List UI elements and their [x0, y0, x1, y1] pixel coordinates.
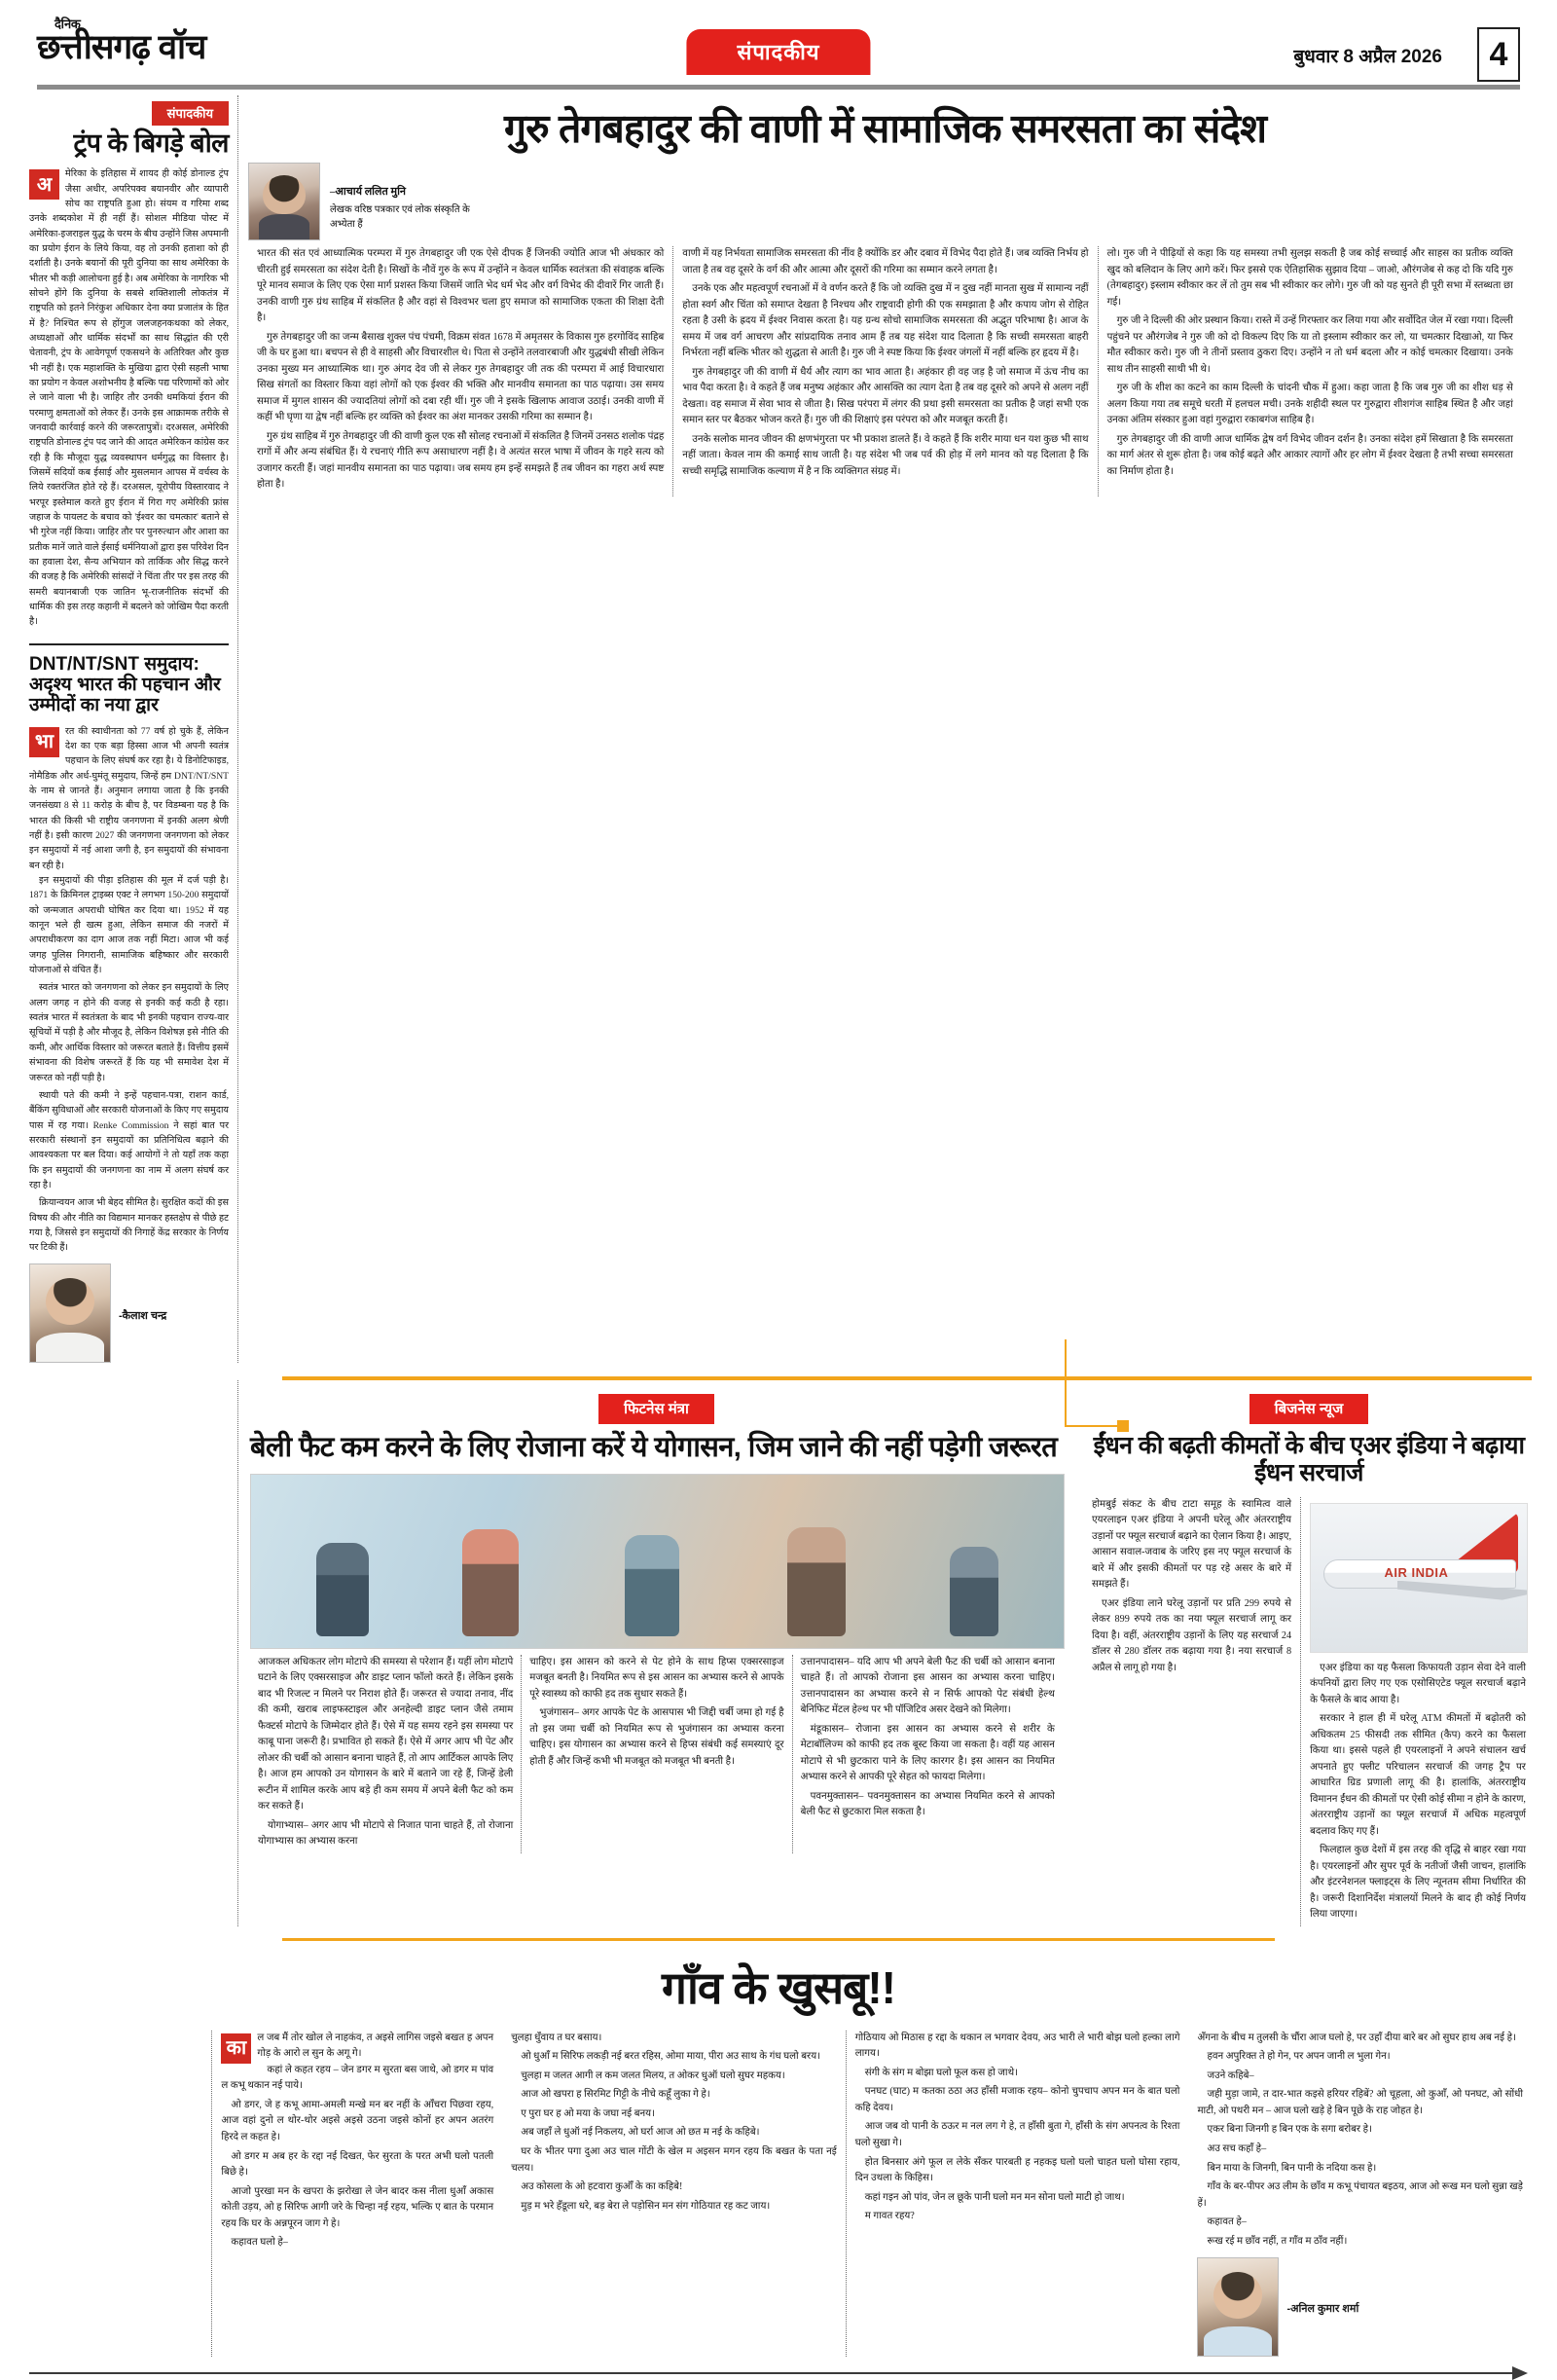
- fit-c1-p1: योगाभ्यास– अगर आप भी मोटापे से निजात पाना चाहते हैं, तो रोजाना योगाभ्यास का अभ्यास करना: [258, 1819, 514, 1848]
- publication-date: बुधवार 8 अप्रैल 2026: [1293, 47, 1442, 67]
- main-article-columns: [248, 246, 1522, 496]
- logo-title: छत्तीसगढ़ वॉच: [37, 28, 206, 66]
- fit-c2-p1: भुजंगासन– अगर आपके पेट के आसपास भी जिद्दी चर्बी जमा हो गई है तो इस जमा चर्बी को नियमित रूप से भुजंगासन का अभ्यास करना चाहिए। इस योगासन का अभ्यास करने से हिप्स संबंधी कई समस्याएं दूर होती हैं और जिन्हें कभी भी मजबूत को मजबूत भी बनती है।: [529, 1707, 784, 1767]
- editorial-body: [29, 166, 229, 630]
- editorial-tag: संपादकीय: [152, 101, 229, 126]
- section-banner: संपादकीय: [686, 29, 870, 75]
- main-headline: गुरु तेगबहादुर की वाणी में सामाजिक समरसता का संदेश: [503, 106, 1266, 151]
- author-photo-lalit: [248, 163, 320, 240]
- fitness-col-2: [521, 1655, 791, 1853]
- connector-line: [1065, 1339, 1067, 1427]
- author-byline: [248, 163, 491, 240]
- village-col-4: [1188, 2031, 1532, 2357]
- village-divider-orange: [282, 1938, 1275, 1941]
- dnt-paragraph-0: रत की स्वाधीनता को 77 वर्ष हो चुके हैं, लेकिन देश का एक बड़ा हिस्सा आज भी अपनी स्वतंत्र पहचान के लिए संघर्ष कर रहा है। ये डिनोटिफाइड, नोमैडिक और अर्ध-घुमंतू समुदाय, जिन्हें हम DNT/NT/SNT के नाम से जानते हैं। अनुमान लगाया जाता है कि इनकी जनसंख्या 8 से 11 करोड़ के बीच है, पर विडम्बना यह है कि भारत की किसी भी राष्ट्रीय जनगणना में इनकी अलग श्रेणी नहीं है। इसी कारण 2027 की जनगणना जनगणना को लेकर इन समुदायों में नई आशा जगी है, इन समुदायों की संभावना बन रही है।: [29, 725, 229, 871]
- biz-p0: होमबुई संकट के बीच टाटा समूह के स्वामित्व वाले एयरलाइन एअर इंडिया ने अपनी घरेलू और अंतरराष्ट्रीय उड़ानों पर फ्यूल सरचार्ज बढ़ाने का ऐलान किया है। आइए, आसान सवाल-जवाब के जरिए इस नए फ्यूल सरचार्ज के बारे में और इसकी कीमतों पर पड़ रहे असर के बारे में समझते हैं।: [1092, 1498, 1292, 1591]
- dnt-body: [29, 724, 229, 1256]
- vil-c4-p5: अउ सच कहाँ हे–: [1207, 2142, 1267, 2154]
- masthead-divider: [37, 85, 1520, 90]
- bottom-arrow: [29, 2366, 1528, 2380]
- fit-c1-p0: आजकल अधिकतर लोग मोटापे की समस्या से परेशान हैं। यहीं लोग मोटापे घटाने के लिए एक्सरसाइज और डाइट प्लान फॉलो करते हैं। लेकिन इसके बाद भी रिजल्ट न मिलने पर निराश होते हैं। जरूरत से ज्यादा तनाव, नींद की कमी, खराब लाइफस्टाइल और अनहेल्दी डाइट प्लान जैसे तमाम फैक्टर्स मोटापे के जिम्मेदार होते हैं। ऐसे में यह समय रहने इस समस्या पर काबू पाना जरूरी है। प्रभावित हो सकते हैं। ऐसे में अगर आप भी पेट और लोअर की चर्बी को आसान बनाना चाहते हैं, तो आप आर्टिकल आपके लिए है। आज हम आपको उन योगासन के बारे में बताने जा रहे हैं, जिन्हें डेली रूटीन में शामिल करके आप बड़े ही कम समय में अपने बेली फैट को कम कर सकते हैं।: [258, 1656, 514, 1812]
- vil-c3-p0: गोठियाय ओ मिठास ह रद्दा के थकान ल भगवार देवय, अउ भारी ले भारी बोझ घलो हल्का लागे लागय।: [854, 2032, 1180, 2060]
- vil-c4-p9: रूख रई म छाँव नहीं, त गाँव म ठाँव नहीं।: [1207, 2235, 1348, 2247]
- dnt-paragraph-1: इन समुदायों की पीड़ा इतिहास की मूल में दर्ज पड़ी है। 1871 के क्रिमिनल ट्राइब्स एक्ट ने लगभग 150-200 समुदायों को जन्मजात अपराधी घोषित कर दिया था। 1952 में यह कानून भले ही खत्म हुआ, लेकिन समाज की नजरों में अपराधीकरण का दाग आज तक नहीं मिटा। आज भी कई जगह पुलिस निगरानी, सामाजिक बहिष्कार और सरकारी योजनाओं से वंचित हैं।: [29, 875, 229, 976]
- top-section: [25, 95, 1532, 1363]
- vil-c3-p6: म गावत रहय?: [864, 2211, 915, 2222]
- arrow-shaft: [29, 2372, 1512, 2374]
- fitness-columns: [250, 1655, 1063, 1853]
- dnt-headline: DNT/NT/SNT समुदाय: अदृश्य भारत की पहचान और उम्मीदों का नया द्वार: [29, 643, 229, 716]
- mid-section: [25, 1380, 1532, 1926]
- business-col-1: [1092, 1497, 1300, 1926]
- vil-c2-p2: चुलहा म जलत आगी ल कम जलत मिलय, त ओकर धुऑ घलो सुघर महकय।: [521, 2069, 785, 2081]
- vil-c1-p1: कहां ले कहत रहय – जेन डगर म सुरता बस जाथे, ओ डगर म पांव ल कभू थकान नई पाये।: [221, 2064, 494, 2092]
- vil-c1-p4: आजो पुरखा मन के खपरा के झरोखा ले जेन बादर कस नीला धुआँ अकास कोती उड़य, ओ ह सिरिफ आगी जरे के चिन्हा नई रहय, भल्कि ए बात के परमान रहय कि घर के अन्नपूरन जाग गे हे।: [221, 2185, 494, 2229]
- fitness-col-1: [250, 1655, 521, 1853]
- vil-c3-p2: पनघट (घाट) म कतका ठठा अउ हाँसी मजाक रहय– कोनो चुपचाप अपन मन के बात घलो कहि देवय।: [854, 2086, 1180, 2113]
- aircraft-photo: [1310, 1503, 1528, 1653]
- village-section: [25, 2031, 1532, 2357]
- editorial-headline: ट्रंप के बिगड़े बोल: [73, 128, 229, 158]
- village-headline: गाँव के खुसबू!!: [662, 1961, 895, 2013]
- main-c2-p2: गुरु तेगबहादुर जी की वाणी में धैर्य और त्याग का भाव आता है। अहंकार ही वह जड़ है जो समाज में ऊंच नीच का भाव पैदा करता है। वे कहते हैं जब मनुष्य अहंकार और आसक्ति का त्याग देता है तब वह दूसरे को अपने से अलग नहीं देखता। वह समाज में सेवा भाव से जीता है। सिख परंपरा में लंगर की प्रथा इसी समरसता का प्रतीक है जहां सभी एक समान स्तर पर बैठकर भोजन करते हैं। गुरु जी की शिक्षाएं इस परंपरा को और मजबूत करती हैं।: [682, 366, 1089, 426]
- main-c3-p3: गुरु तेगबहादुर जी की वाणी आज धार्मिक द्वेष वर्ग विभेद जीवन दर्शन है। उनका संदेश हमें सिखाता है कि समरसता का मार्ग अंतर से शुरू होता है। जब कोई बढ़ते और आकार त्यागों और हर लोग में ईश्वर देखता है तभी सच्चा समरसता का निर्माण होता है।: [1106, 433, 1513, 477]
- vil-c2-p1: ओ धुआँ म सिरिफ लकड़ी नई बरत रहिस, ओमा माया, पीरा अउ साथ के गंध घलो बरय।: [521, 2051, 820, 2063]
- main-col-1: [248, 246, 672, 496]
- village-left-spacer: [25, 2031, 211, 2357]
- fitness-tag: फिटनेस मंत्रा: [598, 1394, 714, 1424]
- author-photo-anil: [1197, 2257, 1279, 2357]
- main-c3-p2: गुरु जी के शीश का कटने का काम दिल्ली के चांदनी चौक में हुआ। कहा जाता है कि जब गुरु जी का शीश धड़ से अलग किया गया तब समूचे धरती में हलचल मची। उनके शहीदी स्थल पर गुरुद्वारा शीशगंज साहिब स्थित है और जहां उनका अंतिम संस्कार हुआ वहां गुरुद्वारा रकाबगंज साहिब है।: [1106, 383, 1513, 426]
- main-c2-p3: उनके सलोक मानव जीवन की क्षणभंगुरता पर भी प्रकाश डालते हैं। वे कहते हैं कि शरीर माया धन यश कुछ भी साथ नहीं जाता। केवल नाम की कमाई साथ जाती है। यह संदेश भी जब पर्व की होड़ में लगे मानव को यह दिलाता है कि सच्ची समृद्धि सामाजिक कल्याण में है न कि व्यक्तिगत संग्रह में।: [682, 433, 1089, 477]
- vil-c2-p7: अउ कोसला के ओ हटवारा कुऑँ के का कहिबे!: [521, 2181, 683, 2193]
- fitness-article: [237, 1380, 1074, 1926]
- vil-c2-p3: आज ओ खपरा ह सिरमिट गिट्टी के नीचे कहूँ लुका गे हे।: [521, 2089, 710, 2101]
- main-c1-p0: भारत की संत एवं आध्यात्मिक परम्परा में गुरु तेगबहादुर जी एक ऐसे दीपक हैं जिनकी ज्योति आज भी अंधकार को चीरती हुई समरसता का संदेश देती है। सिखों के नौवें गुरु के रूप में उन्होंने न केवल धार्मिक स्वतंत्रता की संवाहक बल्कि पूरे मानव समाज के लिए एक ऐसा मार्ग प्रशस्त किया जिसमें जाति भेद धर्म भेद और वर्ग विभेद की दीवारें गिर जाती हैं। उनकी वाणी गुरु ग्रंथ साहिब में संकलित है और वहां से विश्वभर चला हुए समाज को सामाजिक एकता की शिक्षा देती है।: [257, 248, 665, 324]
- vil-c4-p3: जही मुड़ा जामे, त दार-भात कइसे हरियर रहिबें? ओ चूहला, ओ कुआँ, ओ पनघट, ओ सोंधी माटी, ओ पथरी मन – आज घलो खड़े हे बिन पूछे के राह जोहत हे।: [1197, 2089, 1524, 2116]
- village-signature-row: [1197, 2257, 1523, 2357]
- fit-c3-p2: पवनमुक्तासन– पवनमुक्तासन का अभ्यास नियमित करने से आपको बेली फैट से छुटकारा मिल सकता है।: [800, 1790, 1055, 1818]
- vil-c4-p6: बिन माया के जिनगी, बिन पानी के नदिया कस हे।: [1207, 2162, 1377, 2174]
- dnt-paragraph-2: स्वतंत्र भारत को जनगणना को लेकर इन समुदायों के लिए अलग जगह न होने की वजह से इनकी कई कठी है रहा। स्वतंत्र भारत में स्वतंत्रता के बाद भी इनकी पहचान राज्य-वार सूचियों में पड़ी है और मौजूद है, लेकिन विशेषज्ञ इसे नीति की कमी, और आर्थिक विस्तार को जरूरत बताते हैं। वित्तीय इसमें संभावना की विशेष जरूरतें हैं कि यह भी समावेश देश में जरूरत को नहीं पड़ी है।: [29, 982, 229, 1083]
- arrow-head: [1512, 2366, 1528, 2380]
- fit-c3-p0: उत्तानपादासन– यदि आप भी अपने बेली फैट की चर्बी को आसान बनाना चाहते हैं। तो आपको रोजाना इस आसन का अभ्यास करना चाहिए। उत्तानपादासन का अभ्यास करने से न सिर्फ आपको पेट संबंधी हेल्थ बेनिफिट मेंटल हेल्थ पर भी पॉजिटिव असर देखने को मिलेगा।: [800, 1656, 1055, 1716]
- logo-kicker: दैनिक: [54, 17, 81, 31]
- village-dropcap: का: [221, 2033, 251, 2064]
- editorial-paragraph: मेरिका के इतिहास में शायद ही कोई डोनाल्ड ट्रंप जैसा अधीर, अपरिपक्व बयानवीर और व्यापारी सोच का राष्ट्रपति हुआ हो। संयम व गरिमा शब्द उनके शब्दकोश में ही नहीं हैं। सोशल मीडिया पोस्ट में अमेरिका-इजराइल युद्ध के चरम के बीच उन्होंने जिस अपमानी का प्रयोग ईरान के लिये किया, वह तो उनकी हताशा को ही दर्शाती है। उनके बयानों की पूरी दुनिया का साथ अमेरिका के भीतर भी कड़ी आलोचना हुई है। अब अमेरिका के नागरिक भी सोचने होंगे कि दुनिया के सबसे शक्तिशाली लोकतंत्र में राष्ट्रपति को इतने निरंकुश अधिकार देना क्या प्रजातंत्र के हित में है? निश्चित रूप से होंगुज जलजहनकथका को लेकर, अध्यक्षाओं और धार्मिक संदर्भों का साथ सिद्धांत की एरी चेतावनी, ट्रंप के आवेगपूर्ण एकसथने के अतिरिक्त और कुछ भी नहीं है। एक महाशक्ति के मुखिया द्वारा ऐसी सहली भाषा का प्रयोग न केवल अशोभनीय है बल्कि पद्य परिणामों को ओर ले जाने वाला भी है। जाहिर तौर उनकी धमकियां ईरान की परमाणु क्षमताओं को लेकर हैं। उनके इस आक्रामक तरीके से जनवादी कार्रवाई करने की जरूरतापुत्रों। दरअसल, अमेरिकी राष्ट्रपति डोनाल्ड ट्रंप पद जाने की आदत अमेरिकन कांग्रेस कर रही है कि मौजूदा युद्ध व्यवस्थापन धर्मगुद्ध का विस्तार है। जिसमें सदियों कब ईसाई और मुसलमान आपस में वर्चस्व के लिये रक्तरंजित होते रहे हैं। दरअसल, यूरोपीय विस्तारवाद ने भरपूर इस्तेमाल करते हुए ईरान में गिरा गए अमेरिकी फ्रांस जहाज के पायलट के बचाव को 'ईश्वर का चमत्कार' बताने से भी गुरेज नहीं किया। जाहिर तौर पर पुनरुत्थान और आशा का प्रतीक मानें जाते वाले ईसाई धर्मनियाओं द्वारा इस परिवेश दिन का हवाला देश, सैन्य अभियान को तार्किक और सिद्ध करने की वजह है कि अमेरिकी सांसदों ने चिंता तीर पर इस तरह की समरी बयानबाजी एक जातिन भू-राजनीतिक संदर्भों की धार्मिक की इस तरह कहानी में बदलने को जोखिम पैदा करती है।: [29, 168, 229, 628]
- vil-c1-p3: ओ डगर म अब हर के रद्दा नई दिखत, फेर सुरता के परत अभी घलो पतली बिछे हे।: [221, 2150, 494, 2179]
- dnt-paragraph-4: क्रियान्वयन आज भी बेहद सीमित है। सुरक्षित कदों की इस विषय की और नीति का विद्यमान मानकर हस्तक्षेप से पीछे हट गया है, जिससे इन समुदायों की निगाहें केंद्र सरकार के निर्णय पर टिकी हैं।: [29, 1197, 229, 1254]
- main-c1-p1: गुरु तेगबहादुर जी का जन्म बैसाख शुक्ल पंच पंचमी, विक्रम संवत 1678 में अमृतसर के विकास गुरु हरगोविंद साहिब जी के घर हुआ था। बचपन से ही वे साहसी और विचारशील थे। पिता से उन्होंने तलवारबाजी और युद्धबंधी सीखी लेकिन उनका मुख्य मन आध्यात्मिक था। गुरु अंगद देव जी से लेकर गुरु तेगबहादुर जी तक की परम्परा में आई विचारधारा सिख संगतों का विस्तार किया वहां लोगों को एक ईश्वर की भक्ति और मानवीय समानता का पाठ पढ़ाया। उस समय समाज में मुगल शासन की ज्यादतियां लोगों को दबा रही थीं। गुरु जी ने इसके खिलाफ आवाज उठाई। उनकी वाणी में कहीं भी घृणा या द्वेष नहीं बल्कि हर व्यक्ति को ईश्वर का अंश मानकर उसकी गरिमा का सम्मान है।: [257, 331, 665, 423]
- biz-p4: फिलहाल कुछ देशों में इस तरह की वृद्धि से बाहर रखा गया है। एयरलाइनों और सुपर पूर्व के नतीजों जैसी जाचन, हालांकि और इंटरनेशनल फ्लाइट्स के लिए न्यूनतम सीमा निर्धारित की है। जरूरी दिशानिर्देश मंत्रालयों मिलने के बाद ही कोई निर्णय लिया जाएगा।: [1310, 1845, 1526, 1921]
- vil-c3-p5: कहां गइन ओ पांव, जेन ल छूके पानी घलो मन मन सोना घलो माटी हो जाथ।: [864, 2191, 1125, 2203]
- vil-c4-p1: हवन अपुरिक्त ते हो गेन, पर अपन जानी ल भुला गेन।: [1207, 2051, 1391, 2063]
- biz-p1: एअर इंडिया लाने घरेलू उड़ानों पर प्रति 299 रुपये से लेकर 899 रुपये तक का नया फ्यूल सरचार्ज लागू कर दिया है। वहीं, अंतरराष्ट्रीय उड़ानों के लिए यह सरचार्ज 24 डॉलर से 280 डॉलर तक बढ़ाया गया है। नया सरचार्ज 8 अप्रैल से लागू हो गया है।: [1092, 1597, 1292, 1673]
- business-col-2: [1300, 1497, 1526, 1926]
- author-description: लेखक वरिष्ठ पत्रकार एवं लोक संस्कृति के अभ्येता हैं: [330, 203, 470, 230]
- aircraft-livery-label: AIR INDIA: [1384, 1565, 1449, 1581]
- village-signature: -अनिल कुमार शर्मा: [1286, 2303, 1359, 2316]
- main-c2-p1: उनके एक और महत्वपूर्ण रचनाओं में वे वर्णन करते हैं कि जो व्यक्ति दुख में न दुख नहीं मानता सुख में सामान्य नहीं होता स्वर्ग और चिंता को समाप्त देखता है निश्चय और राष्ट्रवादी होगी की एक समझाता है और कपाय जोग से रोहित रहता है उसी के ह्रदय में ईश्वर निवास करता है। यह ग्रन्थ सोचो सामाजिक समरसता की अद्भुत परिभाषा है। आज के समय में जब वर्ग आचरण और सांप्रदायिक तनाव आम हैं तब यह संदेश याद दिलाता है कि सच्ची समरसता बाहरी निर्भरता नहीं बल्कि भीतर को शुद्धता से आती है। गुरु जी ने स्पष्ट किया कि ईश्वर जंगलों में नहीं बल्कि हर हृदय में है।: [682, 283, 1089, 359]
- newspaper-page: [0, 14, 1557, 2358]
- vil-c1-p5: कहावत घलो हे–: [231, 2237, 288, 2249]
- vil-c2-p8: मुड़ म भरे हँडूला धरे, बड़ बेरा ले पड़ोसिन मन संग गोठियात रह कट जाय।: [521, 2200, 771, 2212]
- vil-c3-p3: आज जब वो पानी के ठऊर म नल लग गे हे, त हाँसी बुता गे, हाँसी के संग अपनत्व के रिश्ता घलो सुखा गे।: [854, 2121, 1180, 2148]
- main-c1-p2: गुरु ग्रंथ साहिब में गुरु तेगबहादुर जी की वाणी कुल एक सौ सोलह रचनाओं में संकलित है जिनमें उनसठ शलोक पंद्रह रागों में और अन्य संबंधित हैं। ये रचनाएं गीति रूप असाधारण नहीं है। वे अत्यंत सरल भाषा में जीवन के गहरे सत्य को उजागर करती हैं। जहां मानवीय समानता का पाठ पढ़ाया। जब समय हम इन्हें समझते हैं तब जीवन का गहरा अर्थ स्पष्ट होता है।: [257, 430, 665, 491]
- business-headline: ईंधन की बढ़ती कीमतों के बीच एअर इंडिया ने बढ़ाया ईंधन सरचार्ज: [1093, 1431, 1525, 1487]
- left-rail-spacer: [25, 1380, 237, 1926]
- fit-c3-p1: मंडूकासन– रोजाना इस आसन का अभ्यास करने से शरीर के मेटाबॉलिज्म को काफी हद तक बूस्ट किया जा सकता है। वहीं यह आसन मोटापे से भी छुटकारा पाने के लिए कारगर है। इस आसन का नियमित अभ्यास करने से आपकी पूरे सेहत को फायदा मिलेगा।: [800, 1723, 1055, 1783]
- dnt-dropcap: भा: [29, 727, 59, 757]
- village-col-1: [211, 2031, 502, 2357]
- vil-c1-p2: ओ डगर, जे ह कभू आमा-अमली मन्खे मन बर नहीं के आँचरा पिछवा रहय, आज वहां दुनो ल थोर-थोर अइसे अइसे उठना जइसे कोनों हर अपन अतरंग हिरदे ल कहत हे।: [221, 2099, 494, 2142]
- editorial-column: [25, 95, 237, 1363]
- main-c3-p1: गुरु जी ने दिल्ली की ओर प्रस्थान किया। रास्ते में उन्हें गिरफ्तार कर लिया गया और सर्वोदित जेल में रखा गया। दिल्ली पहुंचने पर औरंगजेब ने गुरु जी को दो विकल्प दिए कि या तो इस्लाम स्वीकार कर लो, या चमत्कार दिखाओ, या फिर मौत स्वीकार करो। गुरु जी ने तीनों प्रस्ताव ठुकरा दिए। उन्होंने न तो धर्म बदला और न कोई चमत्कार दिखाया। उनके साथ तीन साहसी साथी भी थे।: [1106, 315, 1513, 375]
- main-article: [237, 95, 1532, 1363]
- author-name: –आचार्य ललित मुनि: [330, 186, 407, 199]
- fitness-photo: [250, 1474, 1065, 1649]
- vil-c4-p0: अँगना के बीच म तुलसी के चौंरा आज घलो हे, पर उहाँ दीया बारे बर ओ सुघर हाथ अब नई हे।: [1197, 2032, 1516, 2043]
- fitness-col-3: [792, 1655, 1063, 1853]
- business-article: [1074, 1380, 1532, 1926]
- author-photo-kailash: [29, 1263, 111, 1363]
- village-col-2: [502, 2031, 846, 2357]
- connector-dot: [1117, 1420, 1129, 1432]
- newspaper-logo: [37, 18, 300, 66]
- callout-connector: [1065, 1425, 1123, 1427]
- vil-c4-p4: एकर बिना जिनगी ह बिन एक के सगा बरोबर हे।: [1207, 2124, 1372, 2136]
- byline-text: [330, 163, 491, 232]
- vil-c1-p0: ल जब मैं तोर खोल ले नाहकंव, त अइसे लागिस जइसे बखत ह अपन गोड़ के आरो ल सुन के अगू गे।: [257, 2032, 494, 2060]
- vil-c2-p5: अब जहाँ ले धुऑ नई निकलय, ओ घर्रा आज ओ छत म नई के कहिबे।: [521, 2127, 760, 2139]
- main-c2-p0: वाणी में यह निर्भयता सामाजिक समरसता की नींव है क्योंकि डर और दबाव में विभेद पैदा होते हैं। जब व्यक्ति निर्भय हो जाता है तब वह दूसरे के वर्ग की और आत्मा और दूसरों की गरिमा का सम्मान करने लगता है।: [682, 248, 1089, 275]
- dnt-signature: -कैलाश चन्द्र: [119, 1310, 167, 1323]
- masthead: [25, 14, 1532, 90]
- dnt-paragraph-3: स्थायी पते की कमी ने इन्हें पहचान-पत्रा, राशन कार्ड, बैंकिंग सुविधाओं और सरकारी योजनाओं के किए गए समुदाय पास में रह गया। Renke Commission ने सहां बात पर सरकारी संस्थानों इन समुदायों का प्रतिनिधित्व बढ़ाने की आवश्यकता पर बल दिया। कई आयोगों ने तो यहाँ तक कहा कि इन समुदायों की जनगणना का नाम में अलग संघर्ष कर रहा है।: [29, 1089, 229, 1190]
- vil-c2-p6: घर के भीतर पगा दुआ अउ चाल गोंटी के खेल म अइसन मगन रहय कि बखत के पता नई चलय।: [511, 2145, 837, 2174]
- vil-c3-p1: संगी के संग म बोझा घलो फूल कस हो जाथे।: [864, 2067, 1018, 2078]
- fitness-headline: बेली फैट कम करने के लिए रोजाना करें ये योगासन, जिम जाने की नहीं पड़ेगी जरूरत: [250, 1431, 1058, 1463]
- editorial-dropcap: अ: [29, 169, 59, 200]
- business-tag: बिजनेस न्यूज: [1249, 1394, 1368, 1424]
- main-col-2: [672, 246, 1097, 496]
- main-c3-p0: लो। गुरु जी ने पीढ़ियों से कहा कि यह समस्या तभी सुलझ सकती है जब कोई सच्चाई और साहस का प्रतीक व्यक्ति खुद को बलिदान के लिए आगे करें। फिर इससे एक ऐतिहासिक सुझाव दिया – जाओ, औरंगजेब से कह दो कि यदि गुरु (तेगबहादुर) इस्लाम स्वीकार कर लें तो तुम सब भी स्वीकार कर लोगे। गुरु जी को यह सुनते ही पूरी सभा में स्तब्धता छा गई।: [1106, 248, 1513, 308]
- village-col-3: [846, 2031, 1189, 2357]
- biz-p3: सरकार ने हाल ही में घरेलू ATM कीमतों में बढ़ोतरी को अधिकतम 25 फीसदी तक सीमित (कैप) करने का फैसला किया था। इससे पहले ही एयरलाइनों ने अपने संचालन खर्च अपनाते हुए फ्लीट परिचालन सरचार्ज की जगह ट्रैप पर आधारित ग्रिड प्रणाली लागू की है। हालांकि, अंतरराष्ट्रीय विमानन ईंधन की कीमतों पर ऐसी कोई सीमा न होने के कारण, अंतरराष्ट्रीय उड़ानों का फ्यूल सरचार्ज में अधिक महत्वपूर्ण बदलाव किए गए हैं।: [1310, 1713, 1526, 1837]
- vil-c4-p2: जउने कहिबे–: [1207, 2069, 1254, 2081]
- vil-c3-p4: होत बिनसार अंगे फूल ल लेके सँकर पारबती ह नहकइ घलो घलो चाहत घलो घोसा रहाय, दिन उथला के किहिस।: [854, 2156, 1180, 2184]
- vil-c4-p8: कहावत हे–: [1207, 2216, 1247, 2228]
- biz-p2: एअर इंडिया का यह फैसला किफायती उड़ान सेवा देने वाली कंपनियों द्वारा लिए गए एक एसोसिएटेड फ्यूल सरचार्ज बढ़ाने के फैसले के बाद आया है।: [1310, 1662, 1526, 1705]
- fit-c2-p0: चाहिए। इस आसन को करने से पेट होने के साथ हिप्स एक्सरसाइज मजबूत बनती है। नियमित रूप से इस आसन का अभ्यास करने से आपके पूरे स्वास्थ्य को काफी हद तक सुधार सकते हैं।: [529, 1656, 784, 1700]
- vil-c2-p0: चुलहा धुँवाय त घर बसाय।: [511, 2032, 602, 2043]
- vil-c4-p7: गाँव के बर-पीपर अउ लीम के छाँव म कभू पंचायत बइठय, आज ओ रूख मन घलो सुन्ना खड़े हें।: [1197, 2181, 1524, 2209]
- vil-c2-p4: ए पुरा घर ह ओ मया के जघा नई बनय।: [521, 2107, 655, 2119]
- main-col-3: [1098, 246, 1522, 496]
- page-number: 4: [1477, 27, 1520, 82]
